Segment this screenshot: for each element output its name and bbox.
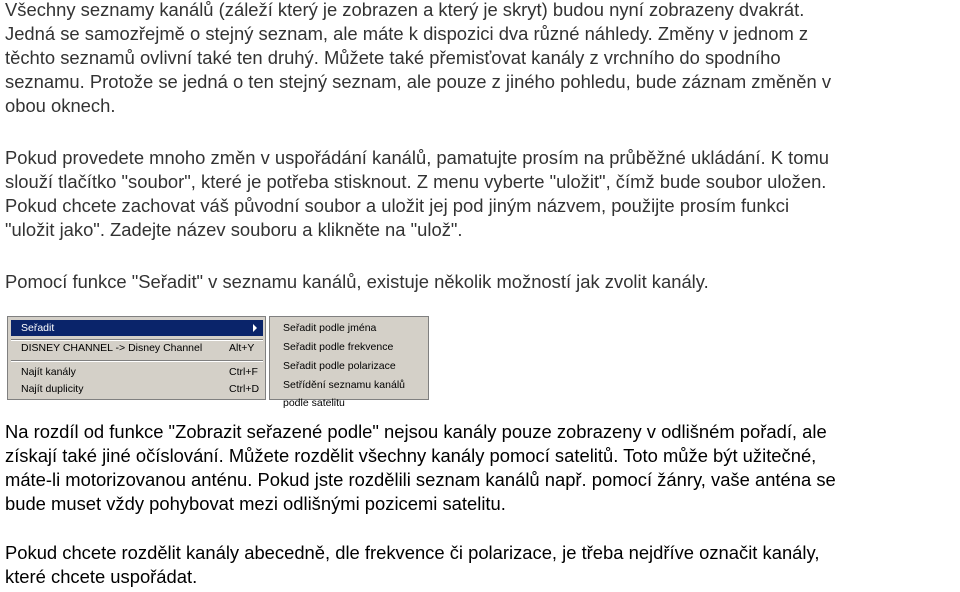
text-line: obou oknech. bbox=[5, 95, 116, 116]
menu-item-find-duplicates[interactable] bbox=[11, 381, 263, 397]
paragraph-sort-difference bbox=[5, 420, 960, 516]
text-line: slouží tlačítko "soubor", které je potřeba stisknout. Z menu vyberte "uložit", čímž bude soubor uložen. bbox=[5, 171, 827, 192]
menu-item-find-channels[interactable] bbox=[11, 364, 263, 380]
menu-item-shortcut: Ctrl+F bbox=[229, 366, 258, 378]
sort-submenu bbox=[269, 316, 429, 409]
text-line: Jedná se samozřejmě o stejný seznam, ale máte k dispozici dva různé náhledy. Změny v jednom z bbox=[5, 23, 809, 44]
paragraph-sort-intro bbox=[5, 270, 960, 294]
menu-item-sort[interactable] bbox=[11, 320, 263, 336]
submenu-arrow-icon bbox=[253, 324, 257, 332]
submenu-item-sort-by-polarization[interactable] bbox=[273, 357, 427, 375]
text-line: Pokud provedete mnoho změn v uspořádání kanálů, pamatujte prosím na průběžné ukládání. K tomu bbox=[5, 147, 829, 168]
text-line: Pokud chcete zachovat váš původní soubor a uložit jej pod jiným názvem, použijte prosím funkci bbox=[5, 195, 790, 216]
text-line: těchto seznamů ovlivní také ten druhý. Můžete také přemisťovat kanály z vrchního do spodního bbox=[5, 47, 781, 68]
text-line: Všechny seznamy kanálů (záleží který je zobrazen a který je skryt) budou nyní zobrazeny dvakrát. bbox=[5, 0, 805, 20]
text-line: Na rozdíl od funkce "Zobrazit seřazené podle" nejsou kanály pouze zobrazeny v odlišném pořadí, ale bbox=[5, 421, 827, 442]
menu-item-rename-channel[interactable] bbox=[11, 340, 263, 356]
menu-item-label: Najít kanály bbox=[21, 366, 76, 378]
text-line: máte-li motorizovanou anténu. Pokud jste rozdělili seznam kanálů např. pomocí žánry, vaše anténa se bbox=[5, 469, 836, 490]
menu-separator bbox=[11, 360, 263, 362]
context-menu bbox=[7, 316, 266, 400]
paragraph-dual-view bbox=[5, 0, 960, 118]
text-line: bude muset vždy pohybovat mezi odlišnými pozicemi satelitu. bbox=[5, 493, 506, 514]
sort-menu-screenshot bbox=[7, 316, 517, 409]
submenu-item-sort-by-frequency[interactable] bbox=[273, 338, 427, 356]
menu-item-shortcut: Ctrl+D bbox=[229, 383, 260, 395]
menu-item-label: Seřadit bbox=[21, 322, 55, 334]
submenu-item-label: Setřídění seznamu kanálů podle satelitu bbox=[283, 379, 405, 409]
text-line: "uložit jako". Zadejte název souboru a klikněte na "ulož". bbox=[5, 219, 463, 240]
submenu-item-label: Seřadit podle polarizace bbox=[283, 360, 396, 372]
menu-item-label: DISNEY CHANNEL -> Disney Channel bbox=[21, 342, 203, 354]
text-line: které chcete uspořádat. bbox=[5, 566, 198, 587]
text-line: seznamu. Protože se jedná o ten stejný seznam, ale pouze z jiného pohledu, bude záznam změněn v bbox=[5, 71, 832, 92]
menu-item-shortcut: Alt+Y bbox=[229, 342, 255, 354]
submenu-item-sort-by-satellite[interactable] bbox=[273, 376, 427, 409]
text-line: získají také jiné očíslování. Můžete rozdělit všechny kanály pomocí satelitů. Toto může být užitečné, bbox=[5, 445, 817, 466]
submenu-item-label: Seřadit podle frekvence bbox=[283, 341, 394, 353]
text-line: Pomocí funkce "Seřadit" v seznamu kanálů, existuje několik možností jak zvolit kanály. bbox=[5, 271, 709, 292]
text-line: Pokud chcete rozdělit kanály abecedně, dle frekvence či polarizace, je třeba nejdříve označit kanály, bbox=[5, 542, 820, 563]
paragraph-saving bbox=[5, 146, 960, 242]
menu-item-label: Najít duplicity bbox=[21, 383, 84, 395]
submenu-item-sort-by-name[interactable] bbox=[273, 319, 427, 337]
submenu-item-label: Seřadit podle jména bbox=[283, 322, 377, 334]
paragraph-sort-alphabetical bbox=[5, 541, 960, 589]
